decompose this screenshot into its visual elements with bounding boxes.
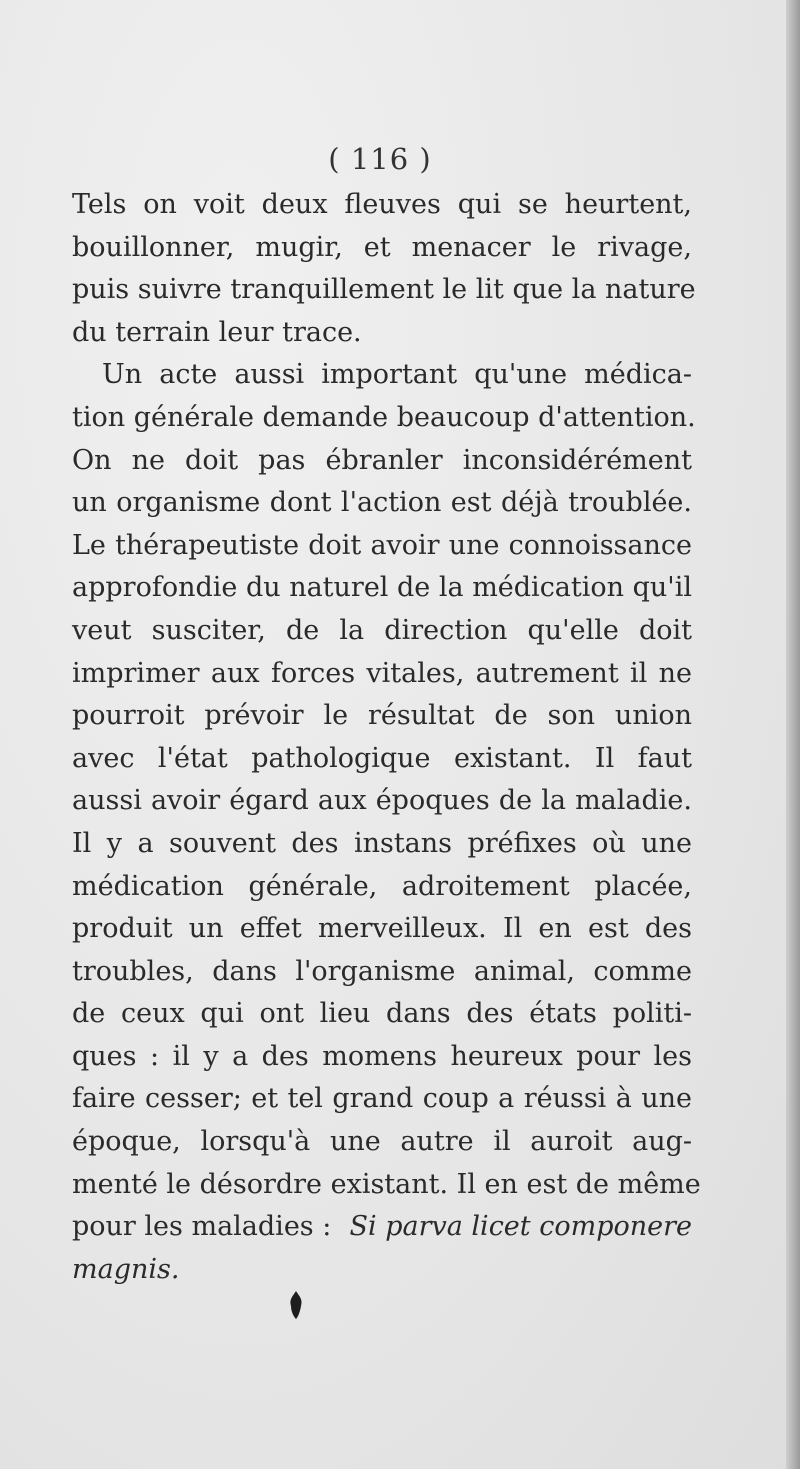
text-line <box>72 525 692 568</box>
text-line <box>72 866 692 909</box>
text-line-content: approfondie du naturel de la médication qu'il <box>72 572 692 604</box>
text-line-content: avec l'état pathologique existant. Il faut <box>72 742 692 774</box>
text-line <box>72 1164 701 1207</box>
page-number: ( 116 ) <box>328 142 432 176</box>
text-line-content: On ne doit pas ébranler inconsidérément <box>72 444 692 476</box>
text-line-content: pourroit prévoir le résultat de son union <box>72 700 692 732</box>
text-line-content: veut susciter, de la direction qu'elle doit <box>72 614 692 646</box>
text-line <box>72 440 692 483</box>
page-edge-shadow <box>786 0 800 1469</box>
latin-quote: Si parva licet componere <box>349 1211 692 1243</box>
text-line <box>72 951 692 994</box>
text-line <box>72 397 696 440</box>
text-line <box>72 269 696 312</box>
text-line-content: de ceux qui ont lieu dans des états politi- <box>72 998 692 1030</box>
text-line <box>72 227 692 270</box>
text-line <box>72 312 692 355</box>
text-line-content: du terrain leur trace. <box>72 316 362 348</box>
text-line-content: bouillonner, mugir, et menacer le rivage, <box>72 231 692 263</box>
text-line-content: un organisme dont l'action est déjà troublée. <box>72 487 692 519</box>
closing-line-prefix: pour les maladies : <box>72 1211 332 1243</box>
text-line <box>72 1036 692 1079</box>
text-line-final <box>72 1249 692 1292</box>
text-line <box>72 482 692 525</box>
text-line-content: aussi avoir égard aux époques de la maladie. <box>72 785 692 817</box>
text-line-content: Le thérapeutiste doit avoir une connoissance <box>72 529 692 561</box>
text-line <box>72 780 692 823</box>
text-line <box>72 1078 692 1121</box>
text-line-content: produit un effet merveilleux. Il en est des <box>72 913 692 945</box>
text-line-content: Un acte aussi important qu'une médica- <box>102 359 692 391</box>
latin-quote-end: magnis. <box>72 1253 180 1285</box>
text-line-content: faire cesser; et tel grand coup a réussi à une <box>72 1083 692 1115</box>
text-line-content: tion générale demande beaucoup d'attention. <box>72 401 696 433</box>
text-line-content: Il y a souvent des instans préfixes où une <box>72 827 692 859</box>
text-line-content: Tels on voit deux fleuves qui se heurtent, <box>72 189 692 220</box>
text-line <box>72 1121 692 1164</box>
text-line <box>72 354 692 397</box>
text-line <box>72 567 692 610</box>
text-line <box>72 610 692 653</box>
text-line-content: puis suivre tranquillement le lit que la nature <box>72 274 696 306</box>
text-line <box>72 695 692 738</box>
text-line <box>72 908 692 951</box>
printer-ornament <box>286 1290 306 1320</box>
body-text <box>72 184 701 1291</box>
text-line-content: imprimer aux forces vitales, autrement il ne <box>72 657 692 689</box>
text-line <box>72 823 692 866</box>
text-line-closing <box>72 1206 692 1249</box>
text-line-content: époque, lorsqu'à une autre il auroit aug- <box>72 1126 692 1158</box>
text-line-content: médication générale, adroitement placée, <box>72 870 692 902</box>
text-line-content: ques : il y a des momens heureux pour les <box>72 1040 692 1072</box>
text-line <box>72 653 692 696</box>
text-line-content: troubles, dans l'organisme animal, comme <box>72 955 692 987</box>
text-line <box>72 993 692 1036</box>
text-line <box>72 184 692 227</box>
text-line-content: menté le désordre existant. Il en est de même <box>72 1168 701 1200</box>
text-line <box>72 738 692 781</box>
